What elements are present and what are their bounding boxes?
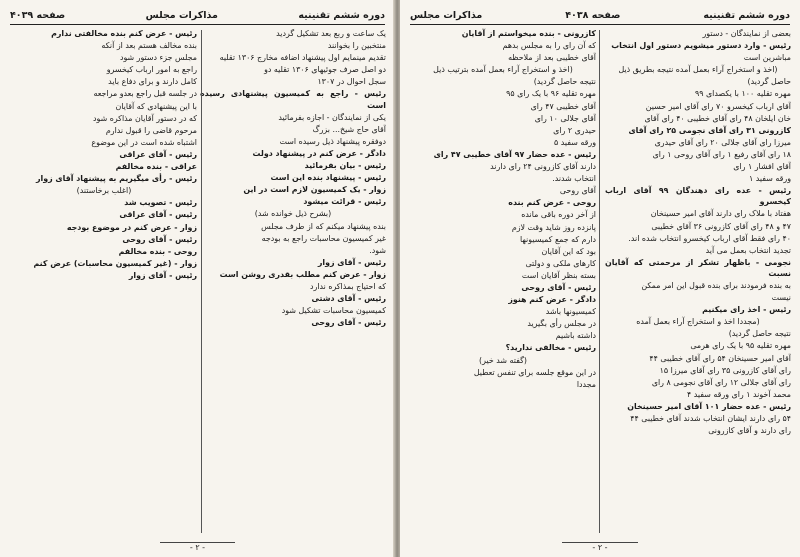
text-line: رئیس - پیشنهاد بنده این است: [270, 173, 386, 183]
text-line: دارند آقای کازرونی ۲۴ رای دارند: [490, 162, 596, 172]
text-line: راجع به امور ارباب کیخسرو: [106, 65, 197, 75]
text-line: ورقه سفید ۱: [748, 174, 791, 184]
left-page-folio: - ۲ -: [160, 542, 235, 552]
column-divider: [201, 30, 202, 533]
text-line: کمیسیونها باشد: [545, 307, 596, 317]
text-line: آقای خطیبی ۴۷ رای: [530, 101, 596, 111]
text-line: داشته باشیم: [555, 331, 596, 341]
left-page-left-column: [11, 28, 197, 535]
text-line: منتخبین را بخوانند: [327, 41, 386, 51]
text-line: در این موقع جلسه برای تنفس تعطیل: [473, 367, 596, 377]
text-line: از آخر دوره باقی مانده: [521, 210, 596, 220]
text-line: انتخاب شدند.: [552, 174, 596, 184]
text-line: ۴۷ و ۴۸ رای آقای کازرونی ۳۶ آقای خطیبی: [651, 221, 791, 231]
text-line: که در دستور آقایان مذاکره شود: [92, 113, 197, 123]
text-line: که احتیاج بمذاکره ندارد: [309, 281, 386, 291]
text-line: زوار - عرض کنم مطلب بقدری روشن است: [219, 269, 386, 279]
right-page-header: [410, 6, 790, 25]
right-page-number-label: صفحه ۴۰۳۸: [565, 9, 621, 21]
text-line: هفتاد با ملاک رای دارند آقای امیر حسینخان: [650, 209, 791, 219]
left-page-journal-title: مذاکرات مجلس: [145, 9, 218, 21]
text-line: زوار - (غیر کمیسیون محاسبات) عرض کنم: [33, 258, 197, 268]
text-line: پانزده روز شاید وقت لازم: [511, 222, 596, 232]
text-line: دادگر - عرض کنم هنوز: [508, 295, 596, 305]
text-line: رئیس - عده رای دهندگان ۹۹ آقای ارباب کیخسرو: [605, 186, 791, 207]
text-line: رئیس - راجع به کمیسیون پیشنهادی رسیده است: [200, 89, 386, 110]
text-line: کامل دارند و برای دفاع باید: [108, 77, 197, 87]
text-line: مباشرین است: [743, 53, 791, 63]
text-line: (بشرح ذیل خوانده شد): [254, 209, 332, 219]
text-line: در مجلس رأی بگیرید: [527, 319, 596, 329]
text-line: دو اصل صرف جوئیهای ۱۳۰۶ تقلیه دو: [264, 65, 386, 75]
text-line: میرزا رای آقای جلالی ۲۰ رای آقای حیدری: [654, 137, 791, 147]
text-line: حاصل گردید): [747, 77, 791, 87]
text-line: رئیس - بیان بفرمائید: [304, 161, 386, 171]
left-page-session: دوره ششم تقنینیه: [298, 9, 385, 21]
text-line: مهره تقلیه ۹۶ با یک رای ۹۵: [506, 89, 596, 99]
text-line: دادگر - عرض کنم در پیشنهاد دولت: [252, 148, 386, 158]
text-line: دوفقره پیشنهاد ذیل رسیده است: [279, 136, 386, 146]
text-line: (اغلب برخاستند): [76, 186, 132, 196]
text-line: در جلسه قبل راجع بعدو مراجعه: [93, 89, 197, 99]
text-line: یکی از نمایندگان - اجازه بفرمائید: [278, 112, 386, 122]
text-line: (گفته شد خیر): [479, 355, 527, 365]
text-line: محمد آخوند ۱ رای ورقه سفید ۴: [687, 389, 791, 399]
right-page: [400, 0, 800, 557]
text-line: بنده مخالف هستم بعد از آنکه: [101, 41, 197, 51]
text-line: آقای روحی: [559, 186, 596, 196]
column-divider: [599, 30, 600, 533]
text-line: رئیس - قرائت میشود: [303, 197, 386, 207]
text-line: آقای افشار ۱ رای: [733, 162, 791, 172]
text-line: آقای امیر حسینخان ۵۴ رای آقای خطیبی ۴۴: [649, 353, 791, 363]
right-page-journal-title: مذاکرات مجلس: [410, 9, 483, 21]
text-line: رای آقای کازرونی ۳۵ رای آقای میرزا ۱۵: [659, 365, 791, 375]
text-line: نتیجه حاصل گردید): [728, 329, 791, 339]
text-line: ۴۰ رای فقط آقای ارباب کیخسرو انتخاب شده اند.: [628, 233, 791, 243]
text-line: نیست: [771, 293, 791, 303]
text-line: (اخذ و استخراج آراء بعمل آمده نتیجه بطریق ذیل: [618, 65, 778, 75]
text-line: اشتباه شده است در این موضوع: [91, 137, 197, 147]
text-line: مجددا: [576, 379, 596, 389]
text-line: رئیس - آقای روحی: [521, 282, 596, 292]
text-line: نجومی - باظهار تشکر از مرحمتی که آقایان نسبت: [605, 257, 791, 278]
text-line: دارم که جمع کمیسیونها: [520, 234, 596, 244]
text-line: مهره تقلیه ۹۵ با یک رای هرمی: [690, 341, 791, 351]
text-line: زوار - عرض کنم در موضوع بودجه: [66, 222, 197, 232]
text-line: رئیس - مخالفی ندارید؟: [505, 343, 596, 353]
right-page-folio: - ۲ -: [562, 542, 637, 552]
text-line: تجدید انتخاب بعمل می آید: [705, 245, 791, 255]
text-line: نتیجه حاصل گردید): [533, 77, 596, 87]
text-line: عراقی - بنده مخالفم: [115, 162, 197, 172]
text-line: رئیس - آقای دشتی: [311, 294, 386, 304]
text-line: آقای خطیبی بعد از ملاحظه: [508, 53, 596, 63]
text-line: ۱۸ رای آقای رفیع ۱ رای آقای روحی ۱ رای: [652, 149, 791, 159]
text-line: مرحوم قاضی را قبول ندارم: [105, 125, 197, 135]
text-line: کازرونی - بنده میخواستم از آقایان: [461, 29, 596, 38]
text-line: روحی - عرض کنم بنده: [508, 198, 596, 208]
left-page: [0, 0, 395, 557]
text-line: رئیس - آقای عراقی: [119, 210, 197, 220]
text-line: حیدری ۲ رای: [553, 125, 596, 135]
text-line: رای آقای جلالی ۱۲ رای آقای نجومی ۸ رای: [651, 377, 791, 387]
text-line: زوار - یک کمیسیون لازم است در این: [243, 185, 386, 195]
text-line: رئیس - عده حضار ۱۰۱ آقای امیر حسینخان: [627, 401, 791, 411]
left-page-number-label: صفحه ۴۰۳۹: [10, 9, 66, 21]
text-line: رئیس - عده حضار ۹۷ آقای خطیبی ۴۷ رای: [433, 149, 596, 159]
text-line: با این پیشنهادی که آقایان: [115, 101, 197, 111]
text-line: مجلس جزء دستور شود: [119, 53, 197, 63]
left-page-right-column: [200, 28, 386, 535]
text-line: سجل احوال در ۱۳۰۷: [317, 77, 386, 87]
text-line: رئیس - رأی میگیریم به پیشنهاد آقای زوار: [35, 174, 197, 184]
text-line: رئیس - اخذ رای میکنیم: [702, 305, 791, 315]
text-line: کمیسیون محاسبات تشکیل شود: [281, 306, 386, 316]
text-line: ۵۴ رای دارند ایشان انتخاب شدند آقای خطیبی ۴۴: [630, 414, 791, 423]
text-line: که آن رای را به مجلس بدهم: [502, 41, 596, 51]
text-line: شود.: [369, 245, 386, 255]
text-line: بعضی از نمایندگان - دستور: [702, 29, 791, 38]
left-page-header: [10, 6, 385, 25]
text-line: رئیس - آقای عراقی: [119, 149, 197, 159]
text-line: رئیس - وارد دستور میشویم دستور اول انتخاب: [611, 41, 791, 51]
text-line: رئیس - آقای روحی: [122, 234, 197, 244]
text-line: بسته بنظر آقایان است: [521, 270, 596, 280]
text-line: روحی - بنده مخالفم: [118, 246, 197, 256]
text-line: رئیس - آقای روحی: [311, 318, 386, 328]
text-line: رئیس - آقای زوار: [128, 270, 197, 280]
text-line: خان ایلخان ۴۸ رای آقای خطیبی ۴۰ رای آقای: [644, 113, 791, 123]
text-line: رئیس - آقای زوار: [317, 257, 386, 267]
right-page-left-column: [410, 28, 596, 535]
text-line: آقای حاج شیخ... بزرگ: [312, 124, 386, 134]
text-line: (اخذ و استخراج آراء بعمل آمده بترتیب ذیل: [433, 65, 573, 75]
right-page-session: دوره ششم تقنینیه: [703, 9, 790, 21]
right-page-footer: [400, 543, 800, 552]
text-line: بود که این آقایان: [541, 246, 596, 256]
text-line: مهره تقلیه ۱۰۰ با یکصدای ۹۹: [694, 89, 791, 99]
text-line: رئیس - عرض کنم بنده مخالفتی ندارم: [51, 29, 197, 38]
text-line: غیر کمیسیون محاسبات راجع به بودجه: [261, 233, 386, 243]
left-page-footer: [0, 543, 395, 552]
right-page-right-column: [605, 28, 791, 535]
text-line: رای دارند و آقای کازرونی: [708, 426, 791, 436]
text-line: آقای ارباب کیخسرو ۷۰ رای آقای امیر حسین: [645, 101, 791, 111]
text-line: بنده پیشنهاد میکنم که از طرف مجلس: [261, 221, 386, 231]
text-line: رئیس - تصویب شد: [124, 198, 197, 208]
text-line: به بنده فرمودند برای بنده قبول این امر ممکن: [641, 280, 791, 290]
text-line: آقای جلالی ۱۰ رای: [534, 113, 596, 123]
text-line: ورقه سفید ۵: [553, 137, 596, 147]
text-line: کازرونی ۳۱ رای آقای نجومی ۲۵ رای آقای: [628, 125, 791, 135]
text-line: تقدیم مینمایم اول پیشنهاد اضافه مخارج ۱۳۰۶ تقلیه: [219, 53, 386, 63]
text-line: یک ساعت و ربع بعد تشکیل گردید: [276, 29, 386, 38]
text-line: کارهای ملکی و دولتی: [525, 258, 596, 268]
text-line: (مجددا اخذ و استخراج آراء بعمل آمده: [636, 317, 760, 327]
